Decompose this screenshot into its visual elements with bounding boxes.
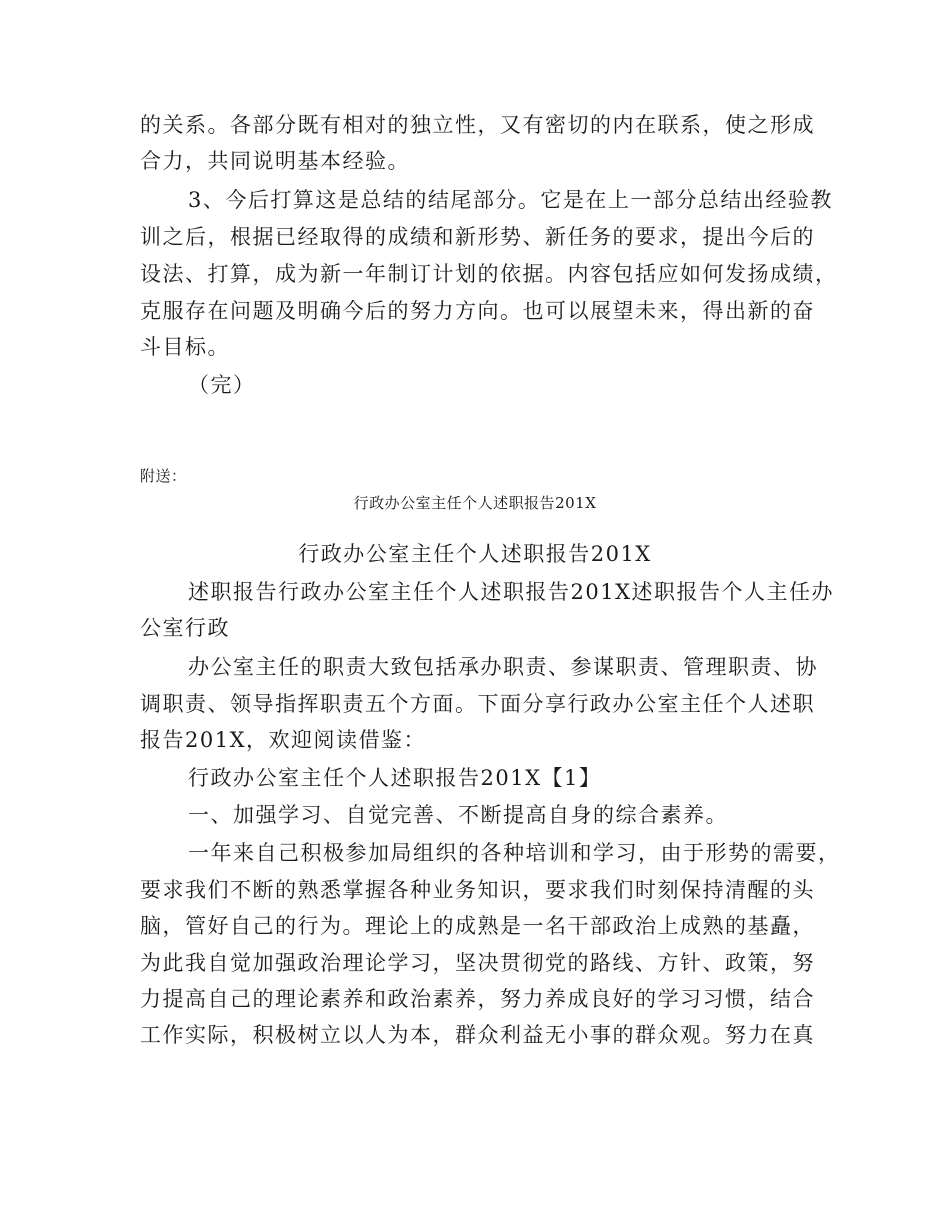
- paragraph-line: 调职责、领导指挥职责五个方面。下面分享行政办公室主任个人述职: [140, 692, 815, 716]
- paragraph-line: 斗目标。: [140, 335, 230, 359]
- paragraph-line: 报告201X，欢迎阅读借鉴：: [140, 728, 427, 752]
- paragraph-line: 的关系。各部分既有相对的独立性，又有密切的内在联系，使之形成: [140, 113, 815, 137]
- paragraph-line: 训之后，根据已经取得的成绩和新形势、新任务的要求，提出今后的: [140, 225, 815, 249]
- section-heading: 一、加强学习、自觉完善、不断提高自身的综合素养。: [188, 803, 728, 827]
- paragraph-line: 设法、打算，成为新一年制订计划的依据。内容包括应如何发扬成绩，: [140, 262, 838, 286]
- paragraph-line: 公室行政: [140, 616, 230, 640]
- appendix-label: 附送：: [140, 467, 187, 485]
- report-title: 行政办公室主任个人述职报告201X: [298, 542, 652, 566]
- paragraph-line: 工作实际，积极树立以人为本，群众利益无小事的群众观。努力在真: [140, 1023, 815, 1047]
- paragraph-line: 要求我们不断的熟悉掌握各种业务知识，要求我们时刻保持清醒的头: [140, 878, 815, 902]
- paragraph-line: 办公室主任的职责大致包括承办职责、参谋职责、管理职责、协: [188, 655, 818, 679]
- paragraph-line: 力提高自己的理论素养和政治素养，努力养成良好的学习习惯，结合: [140, 987, 815, 1011]
- paragraph-line: 脑，管好自己的行为。理论上的成熟是一名干部政治上成熟的基矗，: [140, 914, 815, 938]
- appendix-heading: 行政办公室主任个人述职报告201X: [353, 494, 597, 512]
- paragraph-line: 3、今后打算这是总结的结尾部分。它是在上一部分总结出经验教: [188, 188, 833, 212]
- paragraph-line: 为此我自觉加强政治理论学习，坚决贯彻党的路线、方针、政策，努: [140, 951, 815, 975]
- paragraph-line: 述职报告行政办公室主任个人述职报告201X述职报告个人主任办: [188, 580, 835, 604]
- paragraph-line: 克服存在问题及明确今后的努力方向。也可以展望未来，得出新的奋: [140, 299, 815, 323]
- paragraph-line: 一年来自己积极参加局组织的各种培训和学习，由于形势的需要，: [188, 841, 841, 865]
- paragraph-line: 合力，共同说明基本经验。: [140, 149, 410, 173]
- end-mark: （完）: [188, 373, 256, 397]
- section-heading: 行政办公室主任个人述职报告201X【1】: [188, 766, 602, 790]
